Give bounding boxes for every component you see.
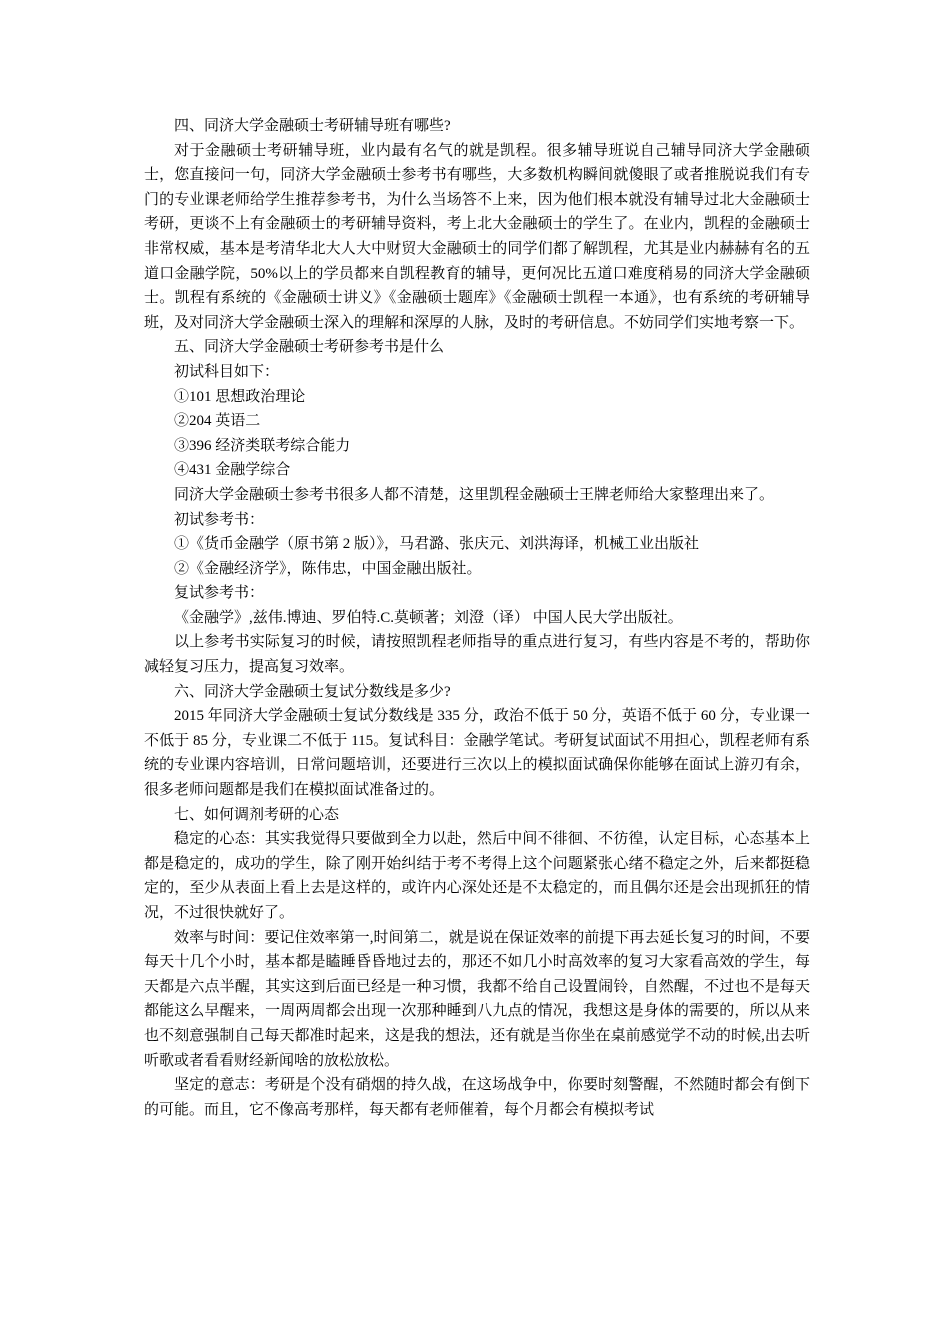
list-item: ①101 思想政治理论 [174, 388, 306, 405]
body-paragraph: 坚定的意志：考研是个没有硝烟的持久战，在这场战争中，你要时刻警醒，不然随时都会有倒下的可能。而且，它不像高考那样，每天都有老师催着，每个月都会有模拟考试 [144, 1077, 810, 1118]
section-heading-5: 五、同济大学金融硕士考研参考书是什么 [174, 339, 445, 356]
list-item: ①《货币金融学（原书第 2 版）》，马君潞、张庆元、刘洪海译，机械工业出版社 [174, 536, 700, 553]
body-paragraph: 对于金融硕士考研辅导班，业内最有名气的就是凯程。很多辅导班说自己辅导同济大学金融硕士，您直接问一句，同济大学金融硕士参考书有哪些，大多数机构瞬间就傻眼了或者推脱说我们有专门的专业课老师给学生推荐参考书，为什么当场答不上来，因为他们根本就没有辅导过北大金融硕士考研，更谈不上有金融硕士的考研辅导资料，考上北大金融硕士的学生了。在业内，凯程的金融硕士非常权威，基本是考清华北大人大中财贸大金融硕士的同学们都了解凯程，尤其是业内赫赫有名的五道口金融学院，50%以上的学员都来自凯程教育的辅导，更何况比五道口难度稍易的同济大学金融硕士。凯程有系统的《金融硕士讲义》《金融硕士题库》《金融硕士凯程一本通》，也有系统的考研辅导班，及对同济大学金融硕士深入的理解和深厚的人脉，及时的考研信息。不妨同学们实地考察一下。 [144, 142, 810, 331]
list-item: ③396 经济类联考综合能力 [174, 437, 351, 454]
body-paragraph: 以上参考书实际复习的时候，请按照凯程老师指导的重点进行复习，有些内容是不考的，帮助你减轻复习压力，提高复习效率。 [144, 634, 810, 676]
body-paragraph: 复试参考书： [174, 585, 265, 602]
body-paragraph: 初试科目如下： [174, 363, 280, 380]
list-item: ④431 金融学综合 [174, 462, 291, 479]
section-heading-4: 四、同济大学金融硕士考研辅导班有哪些? [174, 118, 451, 134]
section-heading-7: 七、如何调剂考研的心态 [174, 806, 340, 823]
list-item: ②《金融经济学》，陈伟忠，中国金融出版社。 [174, 560, 482, 577]
body-paragraph: 同济大学金融硕士参考书很多人都不清楚，这里凯程金融硕士王牌老师给大家整理出来了。 [174, 486, 775, 503]
list-item: ②204 英语二 [174, 413, 261, 430]
body-paragraph: 2015 年同济大学金融硕士复试分数线是 335 分，政治不低于 50 分，英语不低于 60 分，专业课一不低于 85 分，专业课二不低于 115。复试科目：金融学笔试。考研复试面试不用担心，凯程老师有系统的专业课内容培训，日常问题培训，还要进行三次以上的模拟面试确保你能够在面试上游刃有余，很多老师问题都是我们在模拟面试准备过的。 [144, 708, 810, 799]
body-paragraph: 初试参考书： [174, 511, 265, 528]
section-heading-6: 六、同济大学金融硕士复试分数线是多少? [174, 683, 451, 700]
body-paragraph: 稳定的心态：其实我觉得只要做到全力以赴，然后中间不徘徊、不彷徨，认定目标，心态基本上都是稳定的，成功的学生，除了刚开始纠结于考不考得上这个问题紧张心绪不稳定之外，后来都挺稳定的，至少从表面上看上去是这样的，或许内心深处还是不太稳定的，而且偶尔还是会出现抓狂的情况，不过很快就好了。 [144, 831, 810, 921]
body-paragraph: 效率与时间：要记住效率第一,时间第二，就是说在保证效率的前提下再去延长复习的时间，不要每天十几个小时，基本都是瞌睡昏昏地过去的，那还不如几小时高效率的复习大家看高效的学生，每天都是六点半醒，其实这到后面已经是一种习惯，我都不给自己设置闹铃，自然醒，不过也不是每天都能这么早醒来，一周两周都会出现一次那种睡到八九点的情况，我想这是身体的需要的，所以从来也不刻意强制自己每天都准时起来，这是我的想法，还有就是当你坐在桌前感觉学不动的时候,出去听听歌或者看看财经新闻啥的放松放松。 [144, 929, 810, 1069]
document-page [144, 114, 810, 1122]
list-item: 《金融学》,兹伟.博迪、罗伯特.C.莫顿著；刘澄（译） 中国人民大学出版社。 [174, 609, 683, 626]
